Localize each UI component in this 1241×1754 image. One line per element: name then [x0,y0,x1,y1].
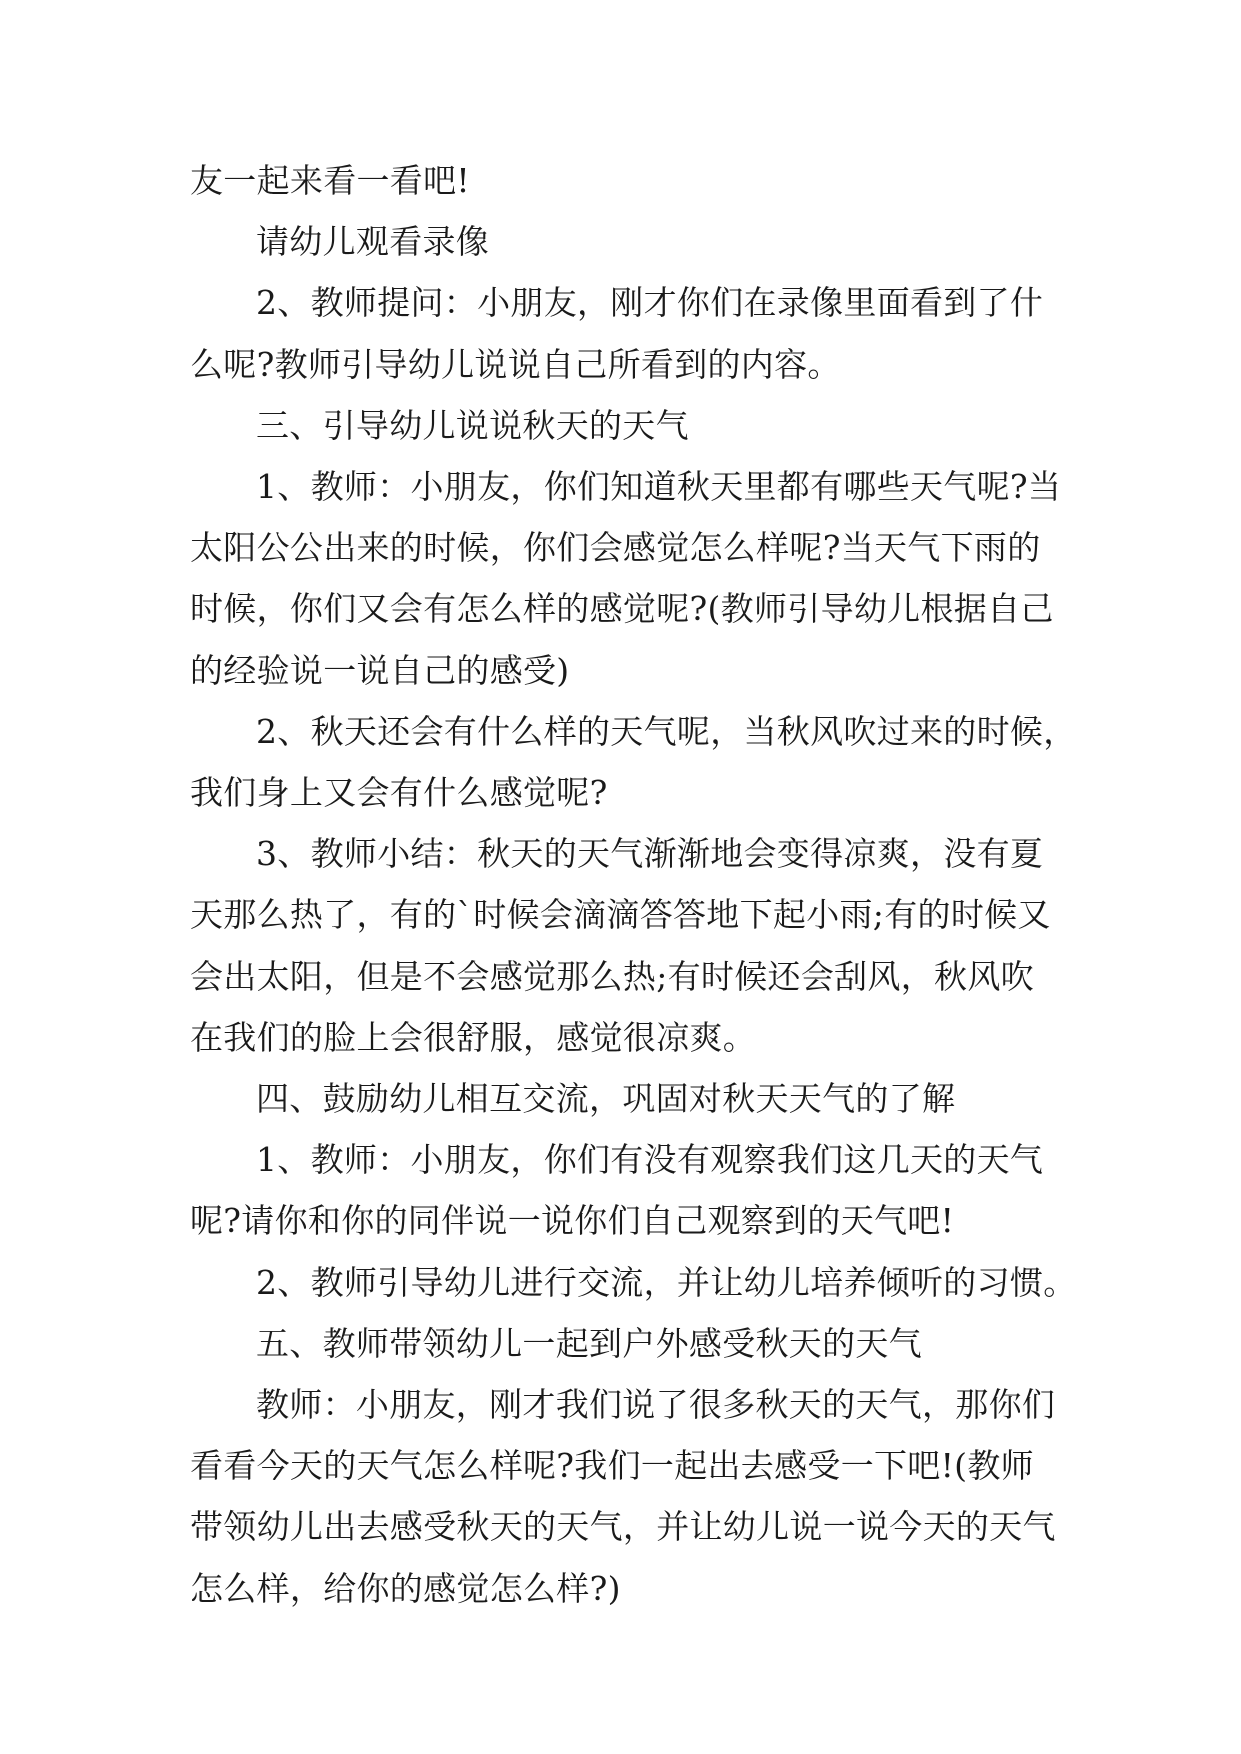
document-body [190,150,1077,1619]
text-line: 的经验说一说自己的感受) [190,650,570,690]
text-line: 四、鼓励幼儿相互交流，巩固对秋天天气的了解 [256,1079,956,1119]
paragraph-autumn-weather-question [190,456,1060,701]
text-line: 2、教师引导幼儿进行交流，并让幼儿培养倾听的习惯。 [256,1262,1077,1302]
paragraph-watch-video [190,211,1060,272]
text-line: 呢?请你和你的同伴说一说你们自己观察到的天气吧! [190,1201,955,1241]
section-heading-4 [190,1068,1060,1129]
text-line: 么呢?教师引导幼儿说说自己所看到的内容。 [190,344,841,384]
text-line: 五、教师带领幼儿一起到户外感受秋天的天气 [256,1323,922,1363]
paragraph-observe-weather [190,1129,1060,1251]
paragraph-continuation [190,150,1060,211]
text-line: 太阳公公出来的时候，你们会感觉怎么样呢?当天气下雨的 [190,528,1041,568]
paragraph-teacher-summary [190,823,1060,1068]
text-line: 天那么热了，有的`时候会滴滴答答地下起小雨;有的时候又 [190,895,1051,935]
text-line: 时候，你们又会有怎么样的感觉呢?(教师引导幼儿根据自己 [190,589,1054,629]
text-line: 1、教师：小朋友，你们知道秋天里都有哪些天气呢?当 [256,467,1062,507]
text-line: 教师：小朋友，刚才我们说了很多秋天的天气，那你们 [256,1385,1056,1425]
text-line: 2、教师提问：小朋友，刚才你们在录像里面看到了什 [256,283,1044,323]
text-line: 我们身上又会有什么感觉呢? [190,773,608,813]
paragraph-outdoor [190,1374,1060,1619]
text-line: 3、教师小结：秋天的天气渐渐地会变得凉爽，没有夏 [256,834,1044,874]
text-line: 请幼儿观看录像 [256,222,490,262]
text-line: 会出太阳，但是不会感觉那么热;有时候还会刮风，秋风吹 [190,956,1034,996]
text-line: 友一起来看一看吧! [190,161,470,200]
text-line: 看看今天的天气怎么样呢?我们一起出去感受一下吧!(教师 [190,1446,1034,1486]
section-heading-5 [190,1313,1060,1374]
text-line: 1、教师：小朋友，你们有没有观察我们这几天的天气 [256,1140,1044,1180]
section-heading-3 [190,395,1060,456]
text-line: 怎么样，给你的感觉怎么样?) [190,1568,621,1608]
text-line: 三、引导幼儿说说秋天的天气 [256,405,689,445]
paragraph-autumn-wind [190,701,1077,823]
text-line: 带领幼儿出去感受秋天的天气，并让幼儿说一说今天的天气 [190,1507,1056,1547]
paragraph-teacher-question [190,272,1060,394]
text-line: 在我们的脸上会很舒服，感觉很凉爽。 [190,1017,757,1057]
text-line: 2、秋天还会有什么样的天气呢，当秋风吹过来的时候， [256,711,1077,751]
paragraph-exchange [190,1252,1077,1313]
